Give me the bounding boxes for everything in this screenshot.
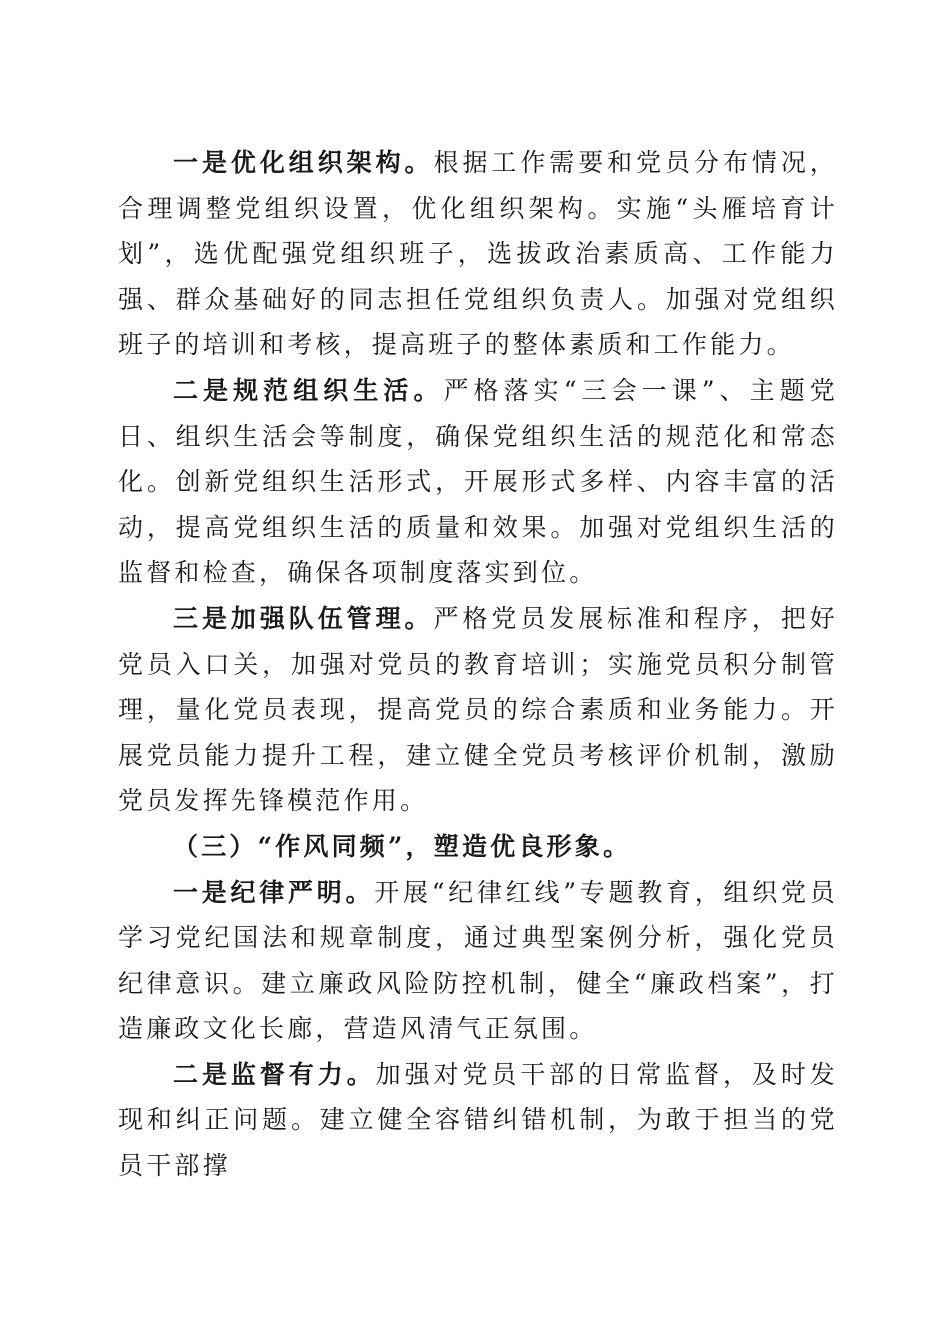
paragraph-lead: 一是优化组织架构。 [173, 148, 434, 177]
paragraph-body: 开展“纪律红线”专题教育，组织党员学习党纪国法和规章制度，通过典型案例分析，强化党员纪律意识。建立廉政风险防控机制，健全“廉政档案”，打造廉政文化长廊，营造风清气正氛围。 [118, 877, 838, 1044]
paragraph-team-management [118, 596, 838, 824]
paragraph-body: 加强对党员干部的日常监督，及时发现和纠正问题。建立健全容错纠错机制，为敢于担当的党员干部撑 [118, 1059, 839, 1181]
document-page [118, 140, 838, 1189]
paragraph-body: 严格落实“三会一课”、主题党日、组织生活会等制度，确保党组织生活的规范化和常态化。创新党组织生活形式，开展形式多样、内容丰富的活动，提高党组织生活的质量和效果。加强对党组织生活的监督和检查，确保各项制度落实到位。 [118, 375, 838, 588]
paragraph-body: 根据工作需要和党员分布情况，合理调整党组织设置，优化组织架构。实施“头雁培育计划”，选优配强党组织班子，选拔政治素质高、工作能力强、群众基础好的同志担任党组织负责人。加强对党组织班子的培训和考核，提高班子的整体素质和工作能力。 [118, 148, 838, 360]
paragraph-lead: 一是纪律严明。 [173, 877, 375, 907]
paragraph-lead: 三是加强队伍管理。 [173, 603, 434, 633]
paragraph-lead: 二是监督有力。 [173, 1059, 376, 1089]
section-heading: （三）“作风同频”，塑造优良形象。 [173, 831, 632, 861]
paragraph-effective-supervision [118, 1052, 838, 1189]
paragraph-body: 严格党员发展标准和程序，把好党员入口关，加强对党员的教育培训；实施党员积分制管理，量化党员表现，提高党员的综合素质和业务能力。开展党员能力提升工程，建立健全党员考核评价机制，激励党员发挥先锋模范作用。 [118, 603, 838, 816]
paragraph-optimize-structure [118, 140, 838, 368]
paragraph-lead: 二是规范组织生活。 [173, 375, 444, 405]
paragraph-strict-discipline [118, 870, 838, 1052]
paragraph-standardize-life [118, 368, 838, 596]
